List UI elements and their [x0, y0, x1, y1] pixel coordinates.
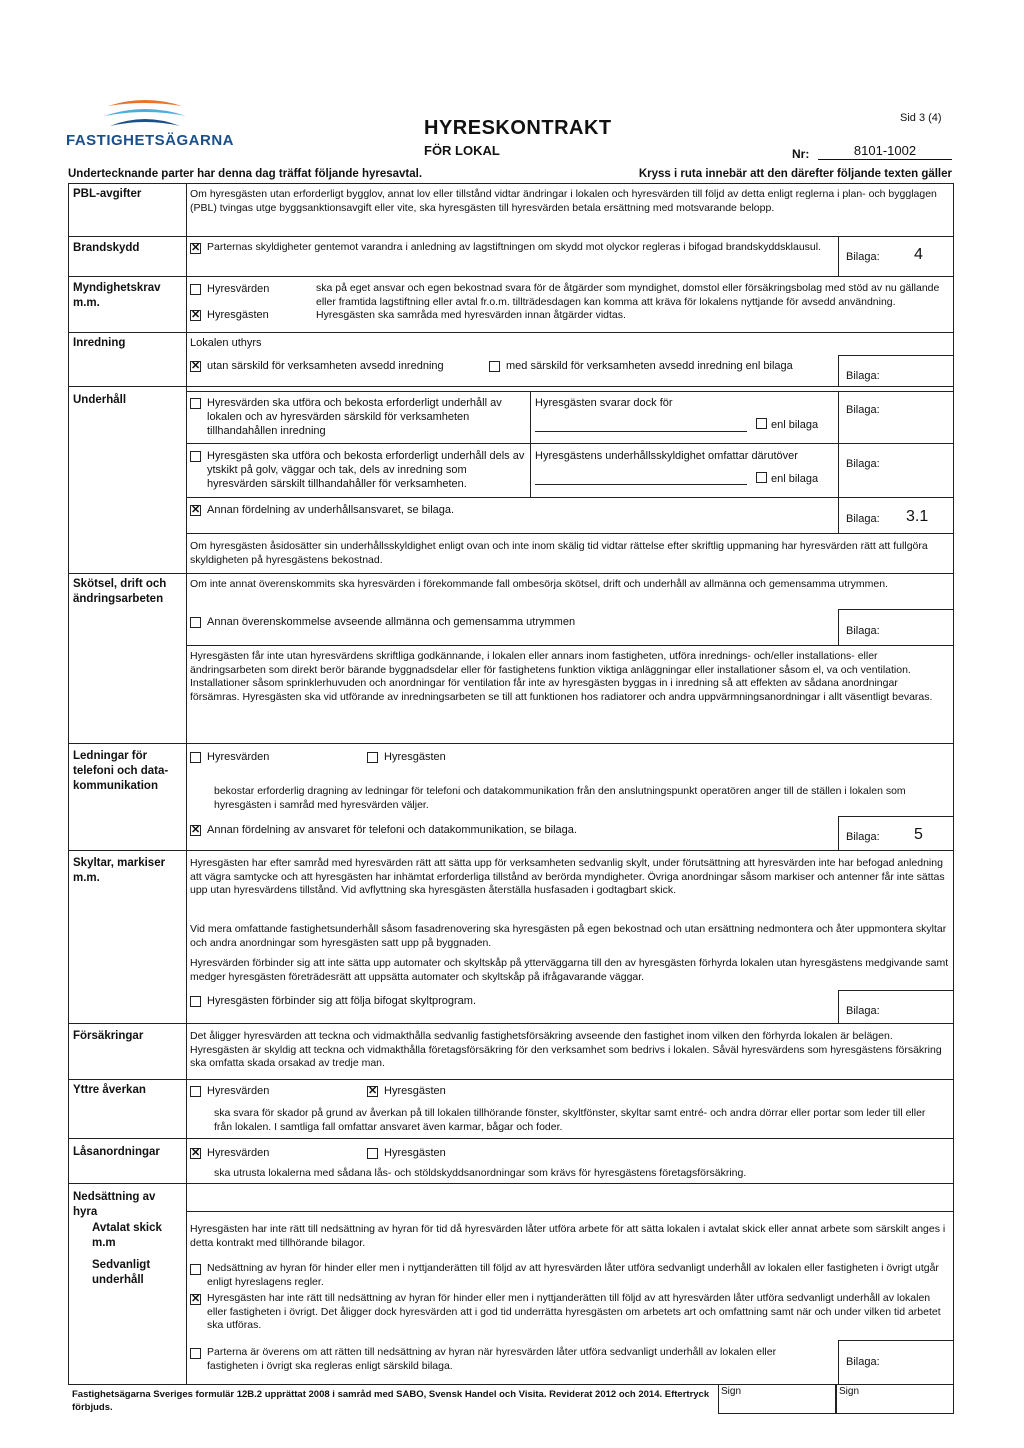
yttre-averkan-label: Yttre åverkan [73, 1084, 146, 1096]
inredning-med-checkbox[interactable] [489, 361, 500, 372]
ledningar-option-annan: Annan fördelning av ansvaret för telefoni och datakommunikation, se bilaga. [207, 824, 577, 836]
nedsattning-bilaga-label: Bilaga: [846, 1356, 880, 1368]
lasanordningar-label: Låsanordningar [73, 1146, 160, 1158]
myndighetskrav-option-hyresgasten: Hyresgästen [207, 309, 269, 321]
nedsattning-sub-avtalat-skick: Avtalat skick m.m [92, 1222, 162, 1249]
ledningar-bilaga-value[interactable]: 5 [914, 826, 923, 843]
yttre-text: ska svara för skador på grund av åverkan på till lokalen tillhörande fönster, skyltfönster, skyltar samt entré- och andra dörrar eller portar som leder till eller från lokalen. I samtliga fall omfattar ansvaret även karmar, bågar och foder. [214, 1107, 926, 1133]
underhall-option-hyresgasten: Hyresgästen ska utföra och bekosta erforderligt underhåll dels av ytskikt på golv, väggar och tak, dels av inredning som hyresvärden särskilt tillhandahåller för verksamheten. [207, 450, 525, 490]
form-footer: Fastighetsägarna Sveriges formulär 12B.2 upprättat 2008 i samråd med SABO, Svensk Handel och Visita. Reviderat 2012 och 2014. Eftertryck förbjuds. [72, 1389, 710, 1413]
myndighetskrav-option-hyresvarden: Hyresvärden [207, 283, 270, 295]
underhall-note: Om hyresgästen åsidosätter sin underhållsskyldighet enligt ovan och inte inom skälig tid vidtar rättelse efter skriftlig uppmaning har hyresvärden rätt att fullgöra skyldigheten på hyresgästens bekostnad. [190, 540, 928, 566]
intro-text: Undertecknande parter har denna dag träffat följande hyresavtal. [68, 168, 423, 180]
underhall-hyresvarden-checkbox[interactable] [190, 398, 201, 409]
pbl-text: Om hyresgästen utan erforderligt bygglov, annat lov eller tillstånd vidtar ändringar i lokalen och hyresvärden till följd av detta enligt reglerna i plan- och bygglagen (PBL) tvingas utge byggsanktionsavgift eller vite, ska hyresgästen till hyresvärden betala ersättning med motsvarande belopp. [190, 188, 937, 214]
nedsattning-option3-checkbox[interactable] [190, 1348, 201, 1359]
nedsattning-option-3: Parterna är överens om att rätten till nedsättning av hyran när hyresvärden låter utföra sedvanligt underhåll av lokalen eller fastigheten i övrigt ska regleras enligt särskild bilaga. [207, 1346, 777, 1372]
underhall-omfattar-field[interactable] [535, 484, 747, 485]
checkbox-instruction: Kryss i ruta innebär att den därefter följande texten gäller [638, 168, 952, 180]
nedsattning-text: Hyresgästen har inte rätt till nedsättning av hyran för tid då hyresvärden låter utföra arbete för att sätta lokalen i avtalat skick eller annat arbete som särskilt anges i detta kontrakt med tillhörande bilagor. [190, 1223, 946, 1249]
skotsel-bilaga-label: Bilaga: [846, 625, 880, 637]
underhall-omfattar-enl-bilaga: enl bilaga [771, 473, 819, 485]
document-title: HYRESKONTRAKT [424, 117, 612, 139]
underhall-svarar-enl-bilaga-checkbox[interactable] [756, 418, 767, 429]
ledningar-annan-checkbox[interactable]: ✕ [191, 824, 201, 836]
underhall-svarar-dock-for: Hyresgästen svarar dock för [535, 397, 673, 409]
underhall-bilaga-label-1: Bilaga: [846, 404, 880, 416]
contract-number: 8101-1002 [818, 143, 952, 160]
logo-text: FASTIGHETSÄGARNA [66, 132, 235, 149]
myndighetskrav-hyresgasten-checkbox[interactable]: ✕ [191, 309, 201, 321]
ledningar-text: bekostar erforderlig dragning av ledningar för telefoni och datakommunikation från den anslutningspunkt operatören anger till de ställen i lokalen som hyresgästen i samråd med hyresvärden väljer. [214, 785, 906, 811]
yttre-option-hyresvarden: Hyresvärden [207, 1085, 270, 1097]
underhall-bilaga-label-3: Bilaga: [846, 513, 880, 525]
skotsel-paragraph: Hyresgästen får inte utan hyresvärdens skriftliga godkännande, i lokalen eller annars inom fastigheten, utföra inrednings- och/eller installations- eller ändringsarbeten som direkt berör bärande byggnadsdelar eller för fastighetens funktion viktiga anläggningar eller installationer såsom el, va och ventilation. Installationer såsom sprinklerhuvuden och anordningar för ventilation får inte av hyresgästen byggas in i inredning så att effekten av sådana anordningar försämras. Hyresgästen ska vid utförande av inredningsarbeten se till att funktionen hos radiatorer och andra uppvärmningsanordningar i allt väsentligt bevaras. [190, 650, 933, 703]
las-option-hyresgasten: Hyresgästen [384, 1147, 446, 1159]
nedsattning-option2-checkbox[interactable]: ✕ [191, 1293, 201, 1305]
ledningar-label: Ledningar för telefoni och data-kommunikation [73, 750, 169, 792]
skotsel-option-annan: Annan överenskommelse avseende allmänna och gemensamma utrymmen [207, 616, 576, 628]
underhall-bilaga-label-2: Bilaga: [846, 458, 880, 470]
ledningar-hyresgasten-checkbox[interactable] [367, 752, 378, 763]
inredning-utan-checkbox[interactable]: ✕ [191, 360, 201, 372]
inredning-lead: Lokalen uthyrs [190, 337, 262, 349]
nedsattning-label: Nedsättning av hyra [73, 1191, 156, 1218]
inredning-option-utan: utan särskild för verksamheten avsedd inredning [207, 360, 444, 372]
skyltar-paragraph-2: Vid mera omfattande fastighetsunderhåll såsom fasadrenovering ska hyresgästen på egen bekostnad och utan ersättning nedmontera och åter uppmontera skyltar och andra anordningar som hyresgästen satt upp på byggnaden. [190, 923, 947, 949]
brandskydd-text: Parternas skyldigheter gentemot varandra i anledning av lagstiftningen om skydd mot olyckor regleras i bifogad brandskyddsklausul. [207, 241, 821, 253]
document-subtitle: FÖR LOKAL [424, 143, 500, 158]
myndighetskrav-label: Myndighetskrav m.m. [73, 282, 161, 309]
underhall-label: Underhåll [73, 394, 127, 406]
sign-field-1[interactable] [718, 1384, 836, 1414]
underhall-annan-checkbox[interactable]: ✕ [191, 504, 201, 516]
forsakringar-label: Försäkringar [73, 1030, 144, 1042]
nedsattning-option-1: Nedsättning av hyran för hinder eller men i nyttjanderätten till följd av att hyresvärden låter utföra sedvanligt underhåll av lokalen eller fastigheten i övrigt utgår enligt hyreslagens regler. [207, 1262, 939, 1288]
nedsattning-sub-sedvanligt-underhall: Sedvanligt underhåll [92, 1259, 151, 1286]
myndighetskrav-hyresvarden-checkbox[interactable] [190, 284, 201, 295]
underhall-omfattar-enl-bilaga-checkbox[interactable] [756, 472, 767, 483]
underhall-option-hyresvarden: Hyresvärden ska utföra och bekosta erforderligt underhåll av lokalen och av hyresvärden särskild för verksamheten tillhandahållen inredning [207, 397, 502, 437]
ledningar-option-hyresvarden: Hyresvärden [207, 751, 270, 763]
skyltar-paragraph-3: Hyresvärden förbinder sig att inte sätta upp automater och skyltskåp på ytterväggarna till den av hyresgästen förhyrda lokalen utan hyresgästens medgivande samt medger hyresgästen företrädesrätt att uppsätta automater och skyltskåp på ifrågavarande väggar. [190, 957, 949, 983]
brandskydd-label: Brandskydd [73, 242, 140, 254]
inredning-bilaga-label: Bilaga: [846, 370, 880, 382]
underhall-bilaga-value[interactable]: 3.1 [906, 508, 929, 525]
ledningar-bilaga-label: Bilaga: [846, 831, 880, 843]
nedsattning-option-2: Hyresgästen har inte rätt till nedsättning av hyran för hinder eller men i nyttjanderätten till följd av att hyresvärden låter utföra sedvanligt underhåll av lokalen eller fastigheten i övrigt. Det åligger dock hyresvärden att i god tid underrätta hyresgästen om arbetets art och omfattning samt när och under vilken tid arbetet ska utföras. [207, 1292, 941, 1331]
brandskydd-bilaga-value[interactable]: 4 [914, 246, 923, 263]
skyltar-bilaga-label: Bilaga: [846, 1005, 880, 1017]
underhall-hyresgasten-checkbox[interactable] [190, 451, 201, 462]
yttre-option-hyresgasten: Hyresgästen [384, 1085, 446, 1097]
inredning-label: Inredning [73, 337, 126, 349]
sign-field-2[interactable] [836, 1384, 954, 1414]
page-number: Sid 3 (4) [900, 112, 942, 124]
skyltar-skyltprogram-checkbox[interactable] [190, 996, 201, 1007]
nr-label: Nr: [792, 147, 810, 161]
skotsel-text: Om inte annat överenskommits ska hyresvärden i förekommande fall ombesörja skötsel, drift och underhåll av allmänna och gemensamma utrymmen. [190, 578, 888, 590]
fastighetsagarna-logo-icon [100, 96, 190, 130]
brandskydd-checkbox[interactable]: ✕ [191, 242, 201, 254]
las-option-hyresvarden: Hyresvärden [207, 1147, 270, 1159]
yttre-hyresvarden-checkbox[interactable] [190, 1086, 201, 1097]
las-text: ska utrusta lokalerna med sådana lås- och stöldskyddsanordningar som krävs för hyresgästens företagsförsäkring. [214, 1167, 747, 1179]
label-column-divider [186, 183, 187, 1385]
las-hyresgasten-checkbox[interactable] [367, 1148, 378, 1159]
underhall-option-annan: Annan fördelning av underhållsansvaret, se bilaga. [207, 504, 455, 516]
yttre-hyresgasten-checkbox[interactable]: ✕ [368, 1085, 378, 1097]
skotsel-annan-checkbox[interactable] [190, 617, 201, 628]
skyltar-paragraph-1: Hyresgästen har efter samråd med hyresvärden rätt att sätta upp för verksamheten sedvanlig skylt, under förutsättning att hyresvärden inte har befogad anledning att vägra samtycke och att hyresgästen har inhämtat erforderliga tillstånd av berörda myndigheter. Övriga anordningar såsom markiser och antenner får inte sättas upp utan hyresvärdens tillstånd. Vid avflyttning ska hyresgästen återställa husfasaden i godtagbart skick. [190, 857, 945, 896]
ledningar-hyresvarden-checkbox[interactable] [190, 752, 201, 763]
myndighetskrav-text: ska på eget ansvar och egen bekostnad svara för de åtgärder som myndighet, domstol eller försäkringsbolag med stöd av nu gällande eller framtida lagstiftning eller avtal fr.o.m. tillträdesdagen kan komma att kräva för lokalens nyttjande för avsedd användning. Hyresgästen ska samråda med hyresvärden innan åtgärder vidtas. [316, 282, 940, 321]
underhall-omfattar-darutover: Hyresgästens underhållsskyldighet omfattar därutöver [535, 450, 798, 462]
underhall-svarar-enl-bilaga: enl bilaga [771, 419, 819, 431]
underhall-svarar-field[interactable] [535, 431, 747, 432]
skyltar-label: Skyltar, markiser m.m. [73, 857, 166, 884]
nedsattning-option1-checkbox[interactable] [190, 1264, 201, 1275]
skotsel-label: Skötsel, drift och ändringsarbeten [73, 578, 167, 605]
pbl-label: PBL-avgifter [73, 188, 142, 200]
brandskydd-bilaga-label: Bilaga: [846, 251, 880, 263]
las-hyresvarden-checkbox[interactable]: ✕ [191, 1147, 201, 1159]
forsakringar-text: Det åligger hyresvärden att teckna och vidmakthålla sedvanlig fastighetsförsäkring avseende den fastighet inom vilken den förhyrda lokalen är belägen. Hyresgästen är skyldig att teckna och vidmakthålla företagsförsäkring för den verksamhet som bedrivs i lokalen. Såväl hyresvärdens som hyresgästens försäkring ska omfatta skada orsakad av tredje man. [190, 1030, 942, 1069]
skyltar-option-skyltprogram: Hyresgästen förbinder sig att följa bifogat skyltprogram. [207, 995, 477, 1007]
sign-label-1: Sign [721, 1386, 742, 1397]
inredning-option-med: med särskild för verksamheten avsedd inredning enl bilaga [506, 360, 793, 372]
ledningar-option-hyresgasten: Hyresgästen [384, 751, 446, 763]
sign-label-2: Sign [839, 1386, 860, 1397]
